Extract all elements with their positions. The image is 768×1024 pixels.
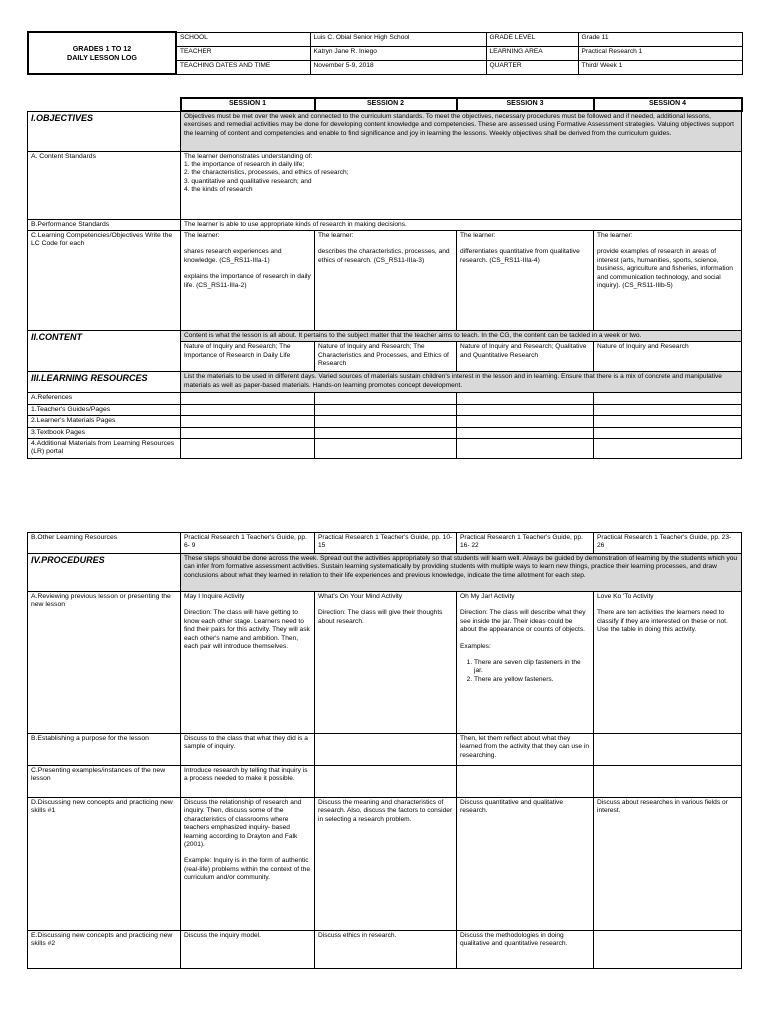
dll-title-line1: GRADES 1 TO 12 xyxy=(72,44,132,53)
examples-label: Examples: xyxy=(460,642,491,650)
row-c-session-2 xyxy=(315,766,457,798)
activity-text: There are ten activities the learners need to classify if they are interested on these or not. Use the table in doing this activity. xyxy=(597,609,728,634)
row-d-session-3: Discuss quantitative and qualitative research. xyxy=(457,798,594,931)
learning-area-label: LEARNING AREA xyxy=(486,46,578,60)
grade-level-label: GRADE LEVEL xyxy=(486,32,578,46)
row-e-label: E.Discussing new concepts and practicing new skills #2 xyxy=(28,931,181,969)
activity-text: Direction: The class will have getting to know each other stage. Learners need to find their pairs for this activity. They will ask each other's name and ambition. Then, each pair will introduce themselves. xyxy=(184,609,310,651)
session-4-header: SESSION 4 xyxy=(594,98,742,111)
lesson-table-page2 xyxy=(27,532,742,969)
row-d-session-1 xyxy=(181,798,315,931)
row-b-session-3: Then, let them reflect about what they learned from the activity that they can use in researching. xyxy=(457,734,594,766)
competency-lead: The learner: xyxy=(318,231,354,239)
competency-session-4 xyxy=(594,230,742,330)
row-e-session-3: Discuss the methodologies in doing qualitative and quantitative research. xyxy=(457,931,594,969)
row-e-session-2: Discuss ethics in research. xyxy=(315,931,457,969)
content-standards-intro: The learner demonstrates understanding of: xyxy=(184,152,313,160)
competency-text: provide examples of research in areas of interest (arts, humanities, sports, science, business, agriculture and fisheries, information and communication technology, and social inquiry). (CS_RS11-IIIb-5) xyxy=(597,248,733,289)
activity-title: May I Inquire Activity xyxy=(184,593,245,600)
school-value: Luis C. Obial Senior High School xyxy=(310,32,486,46)
procedures-heading: IV.PROCEDURES xyxy=(28,554,181,592)
performance-standards-text: The learner is able to use appropriate kinds of research in making decisions. xyxy=(181,219,742,230)
session-2-header: SESSION 2 xyxy=(315,98,457,111)
other-resources-session-3: Practical Research 1 Teacher's Guide, pp. 16- 22 xyxy=(457,533,594,554)
competency-session-1 xyxy=(181,230,315,330)
school-label: SCHOOL xyxy=(176,32,310,46)
textbook-pages-label: 3.Textbook Pages xyxy=(28,427,181,438)
competency-text: shares research experiences and knowledge. (CS_RS11-IIIa-1) xyxy=(184,248,282,264)
content-heading: II.CONTENT xyxy=(28,330,181,371)
blank-corner xyxy=(28,98,181,111)
discussion-example: Example: Inquiry is in the form of authentic (real-life) problems within the context of the curriculum and/or community. xyxy=(184,857,311,882)
examples-list xyxy=(460,659,590,684)
dll-title xyxy=(28,32,176,74)
content-standards-label: A. Content Standards xyxy=(28,151,181,219)
competency-session-3 xyxy=(457,230,594,330)
content-standards-item: 2. the characteristics, processes, and ethics of research; xyxy=(184,169,349,177)
row-b-session-1: Discuss to the class that what they did is a sample of inquiry. xyxy=(181,734,315,766)
resources-heading: III.LEARNING RESOURCES xyxy=(28,372,181,393)
content-session-1: Nature of Inquiry and Research; The Importance of Research in Daily Life xyxy=(181,342,315,372)
content-standards-item: 3. quantitative and qualitative research; and xyxy=(184,177,312,185)
row-e-session-4 xyxy=(594,931,742,969)
content-note: Content is what the lesson is all about. It pertains to the subject matter that the teacher aims to teach. In the CG, the content can be tackled in a week or two. xyxy=(181,330,742,341)
dates-label: TEACHING DATES AND TIME xyxy=(176,60,310,74)
teacher-label: TEACHER xyxy=(176,46,310,60)
session-3-header: SESSION 3 xyxy=(457,98,594,111)
row-d-session-2: Discuss the meaning and characteristics of research. Also, discuss the factors to consider in selecting a research problem. xyxy=(315,798,457,931)
row-a-session-1 xyxy=(181,592,315,734)
procedures-note: These steps should be done across the week. Spread out the activities appropriately so that students will learn well. Always be guided by demonstration of learning by the students which you can infer from formative assessment activities. Sustain learning systematically by providing students with multiple ways to learn new things, practice their learning processes, and draw conclusions about what they learned in relation to their life experiences and previous knowledge, indicate the time allotment for each step. xyxy=(181,554,742,592)
other-resources-session-1: Practical Research 1 Teacher's Guide, pp. 6- 9 xyxy=(181,533,315,554)
activity-title: Oh My Jar! Activity xyxy=(460,593,515,600)
discussion-text: Discuss the relationship of research and inquiry. Then, discuss some of the characteristics of classrooms where teachers emphasized inquiry- based learning according to Drayton and Falk (2001). xyxy=(184,799,302,849)
example-item: 2. There are yellow fasteners. xyxy=(474,676,590,684)
competencies-label: C.Learning Competencies/Objectives Write the LC Code for each xyxy=(28,230,181,330)
resources-note: List the materials to be used in different days. Varied sources of materials sustain children's interest in the lesson and in learning. Ensure that there is a mix of concrete and manipulative materials as well as paper-based materials. Hands-on learning promotes concept development. xyxy=(181,372,742,393)
row-a-session-3 xyxy=(457,592,594,734)
content-standards-item: 1. the importance of research in daily life; xyxy=(184,160,305,168)
session-1-header: SESSION 1 xyxy=(181,98,315,111)
competency-text: describes the characteristics, processes, and ethics of research. (CS_RS11-IIIa-3) xyxy=(318,248,450,264)
row-b-session-2 xyxy=(315,734,457,766)
references-label: A.References xyxy=(28,393,181,404)
content-session-3: Nature of Inquiry and Research; Qualitative and Quantitative Research xyxy=(457,342,594,372)
content-standards-item: 4. the kinds of research xyxy=(184,186,253,194)
competency-text: differentiates quantitative from qualitative research. (CS_RS11-IIIa-4) xyxy=(460,248,580,264)
grade-level-value: Grade 11 xyxy=(578,32,742,46)
competency-lead: The learner: xyxy=(460,231,496,239)
activity-title: Love Ko 'To Activity xyxy=(597,593,654,600)
row-d-label: D.Discussing new concepts and practicing new skills #1 xyxy=(28,798,181,931)
row-c-session-1: Introduce research by telling that inquiry is a process needed to make it possible. xyxy=(181,766,315,798)
other-resources-label: B.Other Learning Resources xyxy=(28,533,181,554)
dates-value: November 5-9, 2018 xyxy=(310,60,486,74)
objectives-heading: I.OBJECTIVES xyxy=(28,111,181,151)
content-standards-cell xyxy=(181,151,742,219)
activity-text: Direction: The class will give their thoughts about research. xyxy=(318,609,443,625)
content-session-4: Nature of Inquiry and Research xyxy=(594,342,742,372)
row-b-label: B.Establishing a purpose for the lesson xyxy=(28,734,181,766)
row-c-session-4 xyxy=(594,766,742,798)
row-a-session-4 xyxy=(594,592,742,734)
competency-lead: The learner: xyxy=(597,231,633,239)
teachers-guide-label: 1.Teacher's Guides/Pages xyxy=(28,404,181,415)
quarter-value: Third/ Week 1 xyxy=(578,60,742,74)
dll-title-line2: DAILY LESSON LOG xyxy=(67,53,137,62)
teacher-value: Katryn Jane R. Iniego xyxy=(310,46,486,60)
other-resources-session-4: Practical Research 1 Teacher's Guide, pp. 23- 26 xyxy=(594,533,742,554)
additional-materials-label: 4.Additional Materials from Learning Resources (LR) portal xyxy=(28,438,181,458)
header-table xyxy=(27,31,743,75)
row-b-session-4 xyxy=(594,734,742,766)
objectives-note: Objectives must be met over the week and connected to the curriculum standards. To meet the objectives, necessary procedures must be followed and if needed, additional lessons, exercises and remedial activities may be done for developing content knowledge and competencies. These are assessed using Formative Assessment strategies. Valuing objectives support the learning of content and competencies and enable to find significance and joy in learning the lessons. Weekly objectives shall be derived from the curriculum guides. xyxy=(181,111,742,151)
competency-lead: The learner: xyxy=(184,231,220,239)
lesson-table-page1 xyxy=(27,97,743,459)
other-resources-session-2: Practical Research 1 Teacher's Guide, pp. 10- 15 xyxy=(315,533,457,554)
competency-extra: explains the importance of research in daily life. (CS_RS11-IIIa-2) xyxy=(184,273,311,289)
example-item: 1. There are seven clip fasteners in the jar. xyxy=(474,659,590,676)
activity-text: Direction: The class will describe what they see inside the jar. Their ideas could be about the appearance or counts of objects. xyxy=(460,609,586,634)
row-c-session-3 xyxy=(457,766,594,798)
activity-title: What's On Your Mind Activity xyxy=(318,593,403,600)
performance-standards-label: B.Performance Standards xyxy=(28,219,181,230)
row-d-session-4: Discuss about researches in various fields or interest. xyxy=(594,798,742,931)
row-a-label: A.Reviewing previous lesson or presenting the new lesson xyxy=(28,592,181,734)
learning-area-value: Practical Research 1 xyxy=(578,46,742,60)
learners-materials-label: 2.Learner's Materials Pages xyxy=(28,416,181,427)
row-c-label: C.Presenting examples/instances of the new lesson xyxy=(28,766,181,798)
row-e-session-1: Discuss the inquiry model. xyxy=(181,931,315,969)
competency-session-2 xyxy=(315,230,457,330)
row-a-session-2 xyxy=(315,592,457,734)
quarter-label: QUARTER xyxy=(486,60,578,74)
content-session-2: Nature of Inquiry and Research; The Characteristics and Processes, and Ethics of Research xyxy=(315,342,457,372)
